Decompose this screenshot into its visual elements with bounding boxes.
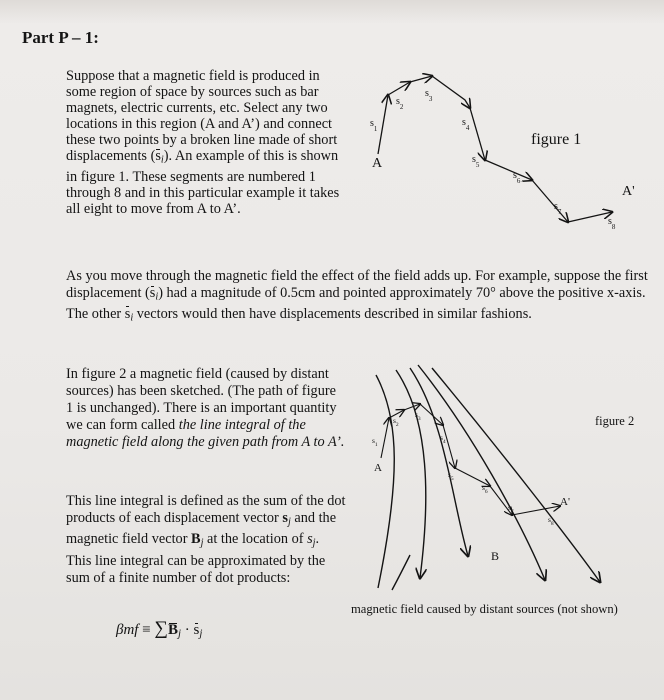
figure2-point-a-prime: A' bbox=[560, 496, 570, 508]
displacement-vector-symbol: s bbox=[124, 305, 131, 322]
formula-sum-sign: ∑ bbox=[154, 618, 168, 639]
formula-b-subscript: j bbox=[178, 627, 182, 640]
figure1-segment-labels bbox=[370, 88, 616, 231]
formula-dot: · bbox=[184, 622, 190, 638]
figure2-segment-1 bbox=[381, 418, 389, 458]
s-subscript: j bbox=[287, 516, 291, 528]
figure1-segment-3 bbox=[410, 76, 432, 82]
dot-product-text-3: at the location of bbox=[203, 531, 308, 548]
field-line-4 bbox=[418, 365, 545, 580]
figure1-label-s5: $s_5$ bbox=[472, 154, 480, 169]
formula-s-vector: s bbox=[193, 622, 200, 638]
figure2-label-s7: $s_7$ bbox=[508, 503, 514, 515]
displacement-vector-symbol: s bbox=[155, 148, 161, 165]
figure1-segment-5 bbox=[470, 108, 485, 160]
figure2-field-label-b: B bbox=[491, 549, 500, 563]
dot-product-text-1: This line integral is defined as the sum of the dot products of each displacement vector bbox=[66, 493, 346, 526]
figure1-segment-2 bbox=[388, 82, 410, 95]
formula-b-vector: B bbox=[168, 622, 179, 638]
figure2-segment-5 bbox=[443, 425, 455, 468]
displacement-vector-symbol: s bbox=[149, 285, 156, 301]
figure1-label-s2: $s_2$ bbox=[396, 96, 404, 111]
figure2-segment-8 bbox=[512, 506, 560, 515]
line-integral-intro-text: In figure 2 a magnetic field (caused by distant sources) has been sketched. (The path of figure 1 is unchanged). There is an important quantity we can form called bbox=[66, 366, 337, 433]
figure1-label: figure 1 bbox=[531, 131, 582, 148]
figure2-label-s8: $s_8$ bbox=[548, 515, 554, 527]
figure2-label-s1: $s_1$ bbox=[372, 436, 378, 448]
figure2-path bbox=[381, 404, 560, 515]
figure1-segment-4 bbox=[432, 76, 470, 108]
figure1-label-s7: $s_7$ bbox=[554, 201, 562, 216]
field-line-2 bbox=[396, 370, 426, 578]
formula-lhs: βmf bbox=[116, 622, 139, 638]
figure2-label-s5: $s_5$ bbox=[448, 470, 454, 482]
line-integral-definition-italic: the line integral of the magnetic field along the given path from A to A’. bbox=[66, 416, 345, 450]
figure2-label: figure 2 bbox=[595, 414, 635, 428]
figure2-segment-4 bbox=[420, 404, 443, 425]
figure1-segment-1 bbox=[378, 95, 388, 154]
formula-equiv-sign: ≡ bbox=[142, 622, 151, 638]
figure1-segment-8 bbox=[568, 212, 612, 222]
figure2-label-s2: $s_2$ bbox=[393, 416, 399, 428]
field-line-3 bbox=[410, 368, 468, 556]
figure2-caption: magnetic field caused by distant sources (not shown) bbox=[351, 602, 618, 616]
figure2-label-s3: $s_3$ bbox=[415, 410, 421, 422]
intro-text-start: Suppose that a magnetic field is produced in some region of space by sources such as bar magnets, electric currents, etc. Select any two locations in this region (A and A’) and connect these two points by a broken line made of short displacements ( bbox=[66, 68, 338, 165]
s-subscript: j bbox=[312, 537, 316, 549]
field-line-1 bbox=[376, 375, 394, 588]
field-line-1-tail bbox=[392, 555, 410, 590]
b-vector-bold: B bbox=[191, 531, 201, 548]
figure2-point-a: A bbox=[374, 462, 382, 474]
dot-product-text-2: and the magnetic field vector bbox=[66, 509, 337, 548]
b-subscript: j bbox=[200, 537, 204, 549]
figure1-point-a-prime: A' bbox=[622, 184, 635, 199]
figure2-label-s4: $s_4$ bbox=[440, 433, 446, 445]
field-effect-text-end: vectors would then have displacements described in similar fashions. bbox=[133, 305, 532, 322]
intro-text-end: ). An example of this is shown in figure 1. These segments are numbered 1 through 8 and in this particular example it takes all eight to move from A to A’. bbox=[66, 148, 340, 218]
vector-subscript: i bbox=[155, 291, 159, 303]
field-line-5 bbox=[432, 368, 600, 582]
figure1-point-a: A bbox=[372, 156, 383, 171]
vector-subscript: i bbox=[160, 155, 164, 167]
formula-s-subscript: j bbox=[199, 627, 203, 640]
figure1-path bbox=[378, 76, 612, 222]
figure1-label-s1: $s_1$ bbox=[370, 118, 378, 133]
figure1-label-s3: $s_3$ bbox=[425, 88, 433, 103]
figure2-segment-2 bbox=[389, 410, 404, 418]
s-vector-bold: s bbox=[282, 509, 288, 526]
vector-subscript: i bbox=[130, 312, 134, 324]
field-effect-text-middle: ) had a magnitude of 0.5cm and pointed approximately 70° above the positive x-axis. The other bbox=[66, 285, 646, 322]
figure2-field-lines bbox=[376, 365, 600, 590]
dot-product-text-4: . This line integral can be approximated by the sum of a finite number of dot products: bbox=[66, 531, 326, 586]
figure1-label-s4: $s_4$ bbox=[462, 117, 470, 132]
figure1-label-s6: $s_6$ bbox=[513, 170, 521, 185]
figure1-segment-6 bbox=[485, 160, 532, 180]
figure1-label-s8: $s_8$ bbox=[608, 216, 616, 231]
s-vector-italic: s bbox=[307, 531, 313, 548]
field-effect-text-start: As you move through the magnetic field the effect of the field adds up. For example, suppose the first displacement ( bbox=[66, 268, 648, 301]
figure1-segment-7 bbox=[532, 180, 568, 222]
page-title: Part P – 1: bbox=[22, 28, 99, 47]
figure2-label-s6: $s_6$ bbox=[482, 483, 488, 495]
